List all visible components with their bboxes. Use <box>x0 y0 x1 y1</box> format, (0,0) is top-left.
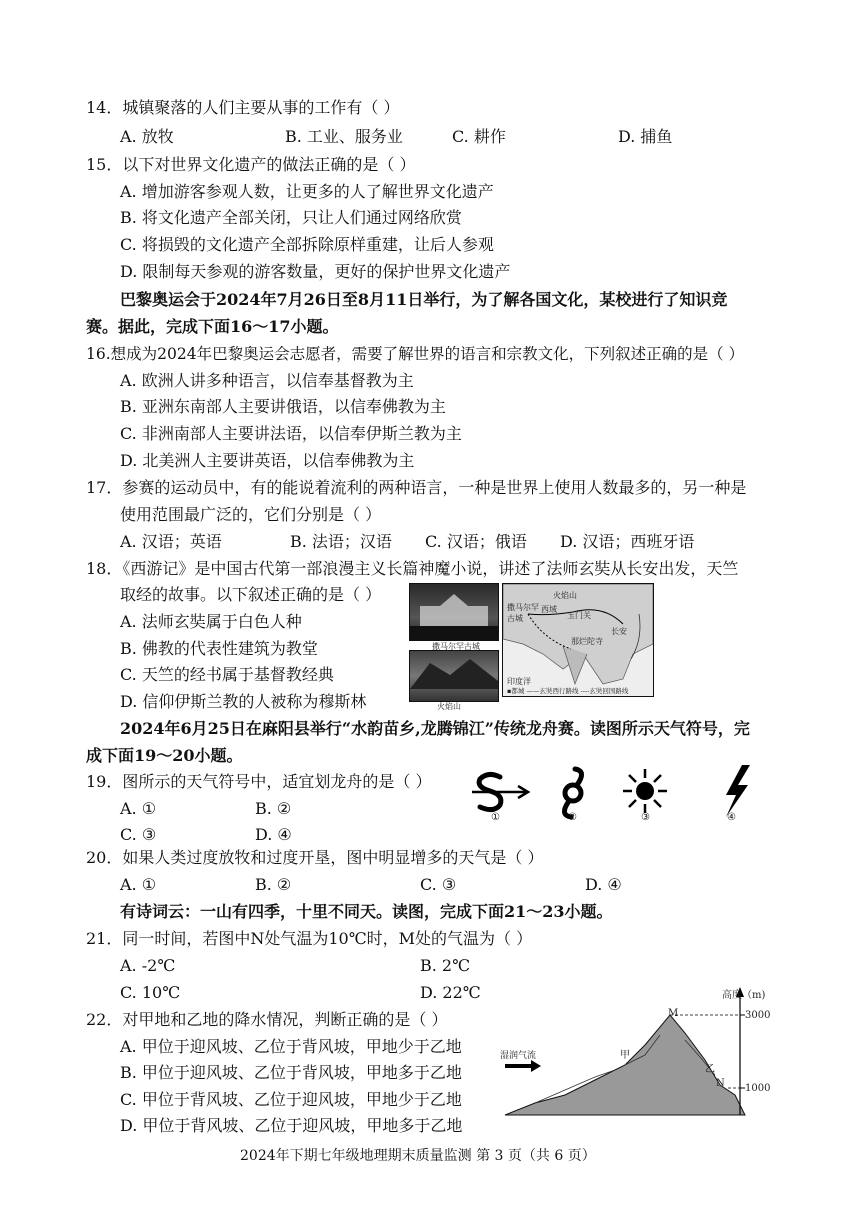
map-label-nalanda: 那烂陀寺 <box>571 637 603 646</box>
samarkand-caption: 撒马尔罕古城 <box>432 642 480 651</box>
q19-stem: 19．图所示的天气符号中，适宜划龙舟的是（ ） <box>86 772 432 791</box>
q16-option-c: C. 非洲南部人主要讲法语，以信奉伊斯兰教为主 <box>120 424 462 443</box>
symbol-label-3: ③ <box>641 812 650 823</box>
q18-stem-line1: 18．《西游记》是中国古代第一部浪漫主义长篇神魔小说，讲述了法师玄奘从长安出发，天竺 <box>86 559 739 578</box>
q18-option-a: A. 法师玄奘属于白色人种 <box>120 612 302 631</box>
map-label-changan: 长安 <box>611 627 627 636</box>
q14-option-d: D. 捕鱼 <box>618 127 673 146</box>
q20-stem: 20．如果人类过度放牧和过度开垦，图中明显增多的天气是（ ） <box>86 848 544 867</box>
q16-option-b: B. 亚洲东南部人主要讲俄语，以信奉佛教为主 <box>120 397 446 416</box>
q17-stem-line2: 使用范围最广泛的，它们分别是（ ） <box>120 505 382 524</box>
q14-option-a: A. 放牧 <box>120 127 174 146</box>
q16-option-a: A. 欧洲人讲多种语言，以信奉基督教为主 <box>120 371 414 390</box>
q14-option-b: B. 工业、服务业 <box>285 127 403 146</box>
q17-stem-line1: 17．参赛的运动员中，有的能说着流利的两种语言，一种是世界上使用人数最多的，另一种是 <box>86 478 747 497</box>
q18-option-c: C. 天竺的经书属于基督教经典 <box>120 665 334 684</box>
map-label-huoyan: 火焰山 <box>553 591 577 600</box>
q20-option-a: A. ① <box>120 875 157 894</box>
q17-option-b: B. 法语；汉语 <box>290 532 392 551</box>
sunny-icon <box>623 769 667 813</box>
q17-option-d: D. 汉语；西班牙语 <box>560 532 695 551</box>
label-humid-airflow: 湿润气流 <box>500 1051 537 1061</box>
huoyan-caption: 火焰山 <box>437 702 461 711</box>
intro-16-17-line2: 赛。据此，完成下面16～17小题。 <box>86 317 339 336</box>
intro-19-20-line2: 成下面19～20小题。 <box>86 746 243 765</box>
q22-option-c: C. 甲位于背风坡、乙位于迎风坡，甲地少于乙地 <box>120 1090 462 1109</box>
map-legend: ▪都城 ——玄奘西行路线 ----玄奘回国路线 <box>507 687 629 695</box>
q21-option-d: D. 22℃ <box>420 983 481 1002</box>
q17-option-c: C. 汉语；俄语 <box>425 532 527 551</box>
building-silhouette <box>410 584 498 640</box>
intro-16-17-line1: 巴黎奥运会于2024年7月26日至8月11日举行，为了解各国文化，某校进行了知识竞 <box>120 290 728 309</box>
mountain-diagram <box>495 985 770 1120</box>
tick-1000: 1000 <box>745 1083 771 1094</box>
symbol-label-4: ④ <box>727 812 736 823</box>
historic-building-photo <box>409 583 499 641</box>
q19-option-a: A. ① <box>120 799 157 818</box>
lightning-icon <box>726 765 750 817</box>
label-yi: 乙 <box>705 1064 715 1075</box>
q18-option-b: B. 佛教的代表性建筑为教堂 <box>120 639 318 658</box>
map-label-xiyu: 西域 <box>541 605 557 614</box>
q22-stem: 22．对甲地和乙地的降水情况，判断正确的是（ ） <box>86 1010 448 1029</box>
flaming-mountain-photo <box>409 650 499 702</box>
q21-option-b: B. 2℃ <box>420 956 471 975</box>
typhoon-icon <box>564 769 581 817</box>
xuanzang-route-map <box>502 583 654 697</box>
map-label-yumen: 玉门关 <box>567 611 591 620</box>
q19-option-c: C. ③ <box>120 825 157 844</box>
q16-option-d: D. 北美洲人主要讲英语，以信奉佛教为主 <box>120 451 415 470</box>
label-n: N <box>716 1078 725 1089</box>
label-m: M <box>668 1008 679 1019</box>
q22-option-d: D. 甲位于背风坡、乙位于迎风坡，甲地多于乙地 <box>120 1116 463 1135</box>
q15-option-b: B. 将文化遗产全部关闭，只让人们通过网络欣赏 <box>120 208 462 227</box>
q21-option-a: A. -2℃ <box>120 956 176 975</box>
q15-option-c: C. 将损毁的文化遗产全部拆除原样重建，让后人参观 <box>120 235 494 254</box>
q21-stem: 21．同一时间，若图中N处气温为10℃时，M处的气温为（ ） <box>86 929 533 948</box>
q17-option-a: A. 汉语；英语 <box>120 532 222 551</box>
map-label-samarkand: 撒马尔罕古城 <box>507 603 539 623</box>
symbol-label-1: ① <box>491 812 500 823</box>
q14-option-c: C. 耕作 <box>452 127 506 146</box>
q18-option-d: D. 信仰伊斯兰教的人被称为穆斯林 <box>120 692 367 711</box>
q20-option-b: B. ② <box>255 875 292 894</box>
map-label-indian-ocean: 印度洋 <box>507 677 531 686</box>
q15-option-a: A. 增加游客参观人数，让更多的人了解世界文化遗产 <box>120 182 494 201</box>
mountain-silhouette <box>410 651 498 689</box>
q15-option-d: D. 限制每天参观的游客数量，更好的保护世界文化遗产 <box>120 262 511 281</box>
q20-option-d: D. ④ <box>585 875 622 894</box>
q16-stem: 16.想成为2024年巴黎奥运会志愿者，需要了解世界的语言和宗教文化，下列叙述正确的是（ ） <box>86 345 745 363</box>
symbol-label-2: ② <box>568 812 577 823</box>
q21-option-c: C. 10℃ <box>120 983 181 1002</box>
q22-option-b: B. 甲位于迎风坡、乙位于背风坡，甲地多于乙地 <box>120 1063 462 1082</box>
q15-stem: 15．以下对世界文化遗产的做法正确的是（ ） <box>86 155 416 174</box>
q19-option-b: B. ② <box>255 799 292 818</box>
intro-21-23: 有诗词云：一山有四季，十里不同天。读图，完成下面21～23小题。 <box>120 902 613 921</box>
label-jia: 甲 <box>620 1050 630 1061</box>
tick-3000: 3000 <box>745 1010 771 1021</box>
q22-option-a: A. 甲位于迎风坡、乙位于背风坡，甲地少于乙地 <box>120 1037 462 1056</box>
q18-stem-line2: 取经的故事。以下叙述正确的是（ ） <box>120 585 382 604</box>
sandstorm-icon <box>472 774 528 809</box>
q19-option-d: D. ④ <box>255 825 292 844</box>
mountain-axis-label: 高度（m) <box>722 990 766 1001</box>
page-footer: 2024年下期七年级地理期末质量监测 第 3 页（共 6 页） <box>240 1148 596 1164</box>
weather-symbols <box>470 765 770 827</box>
q20-option-c: C. ③ <box>420 875 457 894</box>
intro-19-20-line1: 2024年6月25日在麻阳县举行“水韵苗乡,龙腾锦江”传统龙舟赛。读图所示天气符号，完 <box>120 719 750 738</box>
q14-stem: 14．城镇聚落的人们主要从事的工作有（ ） <box>86 98 400 117</box>
